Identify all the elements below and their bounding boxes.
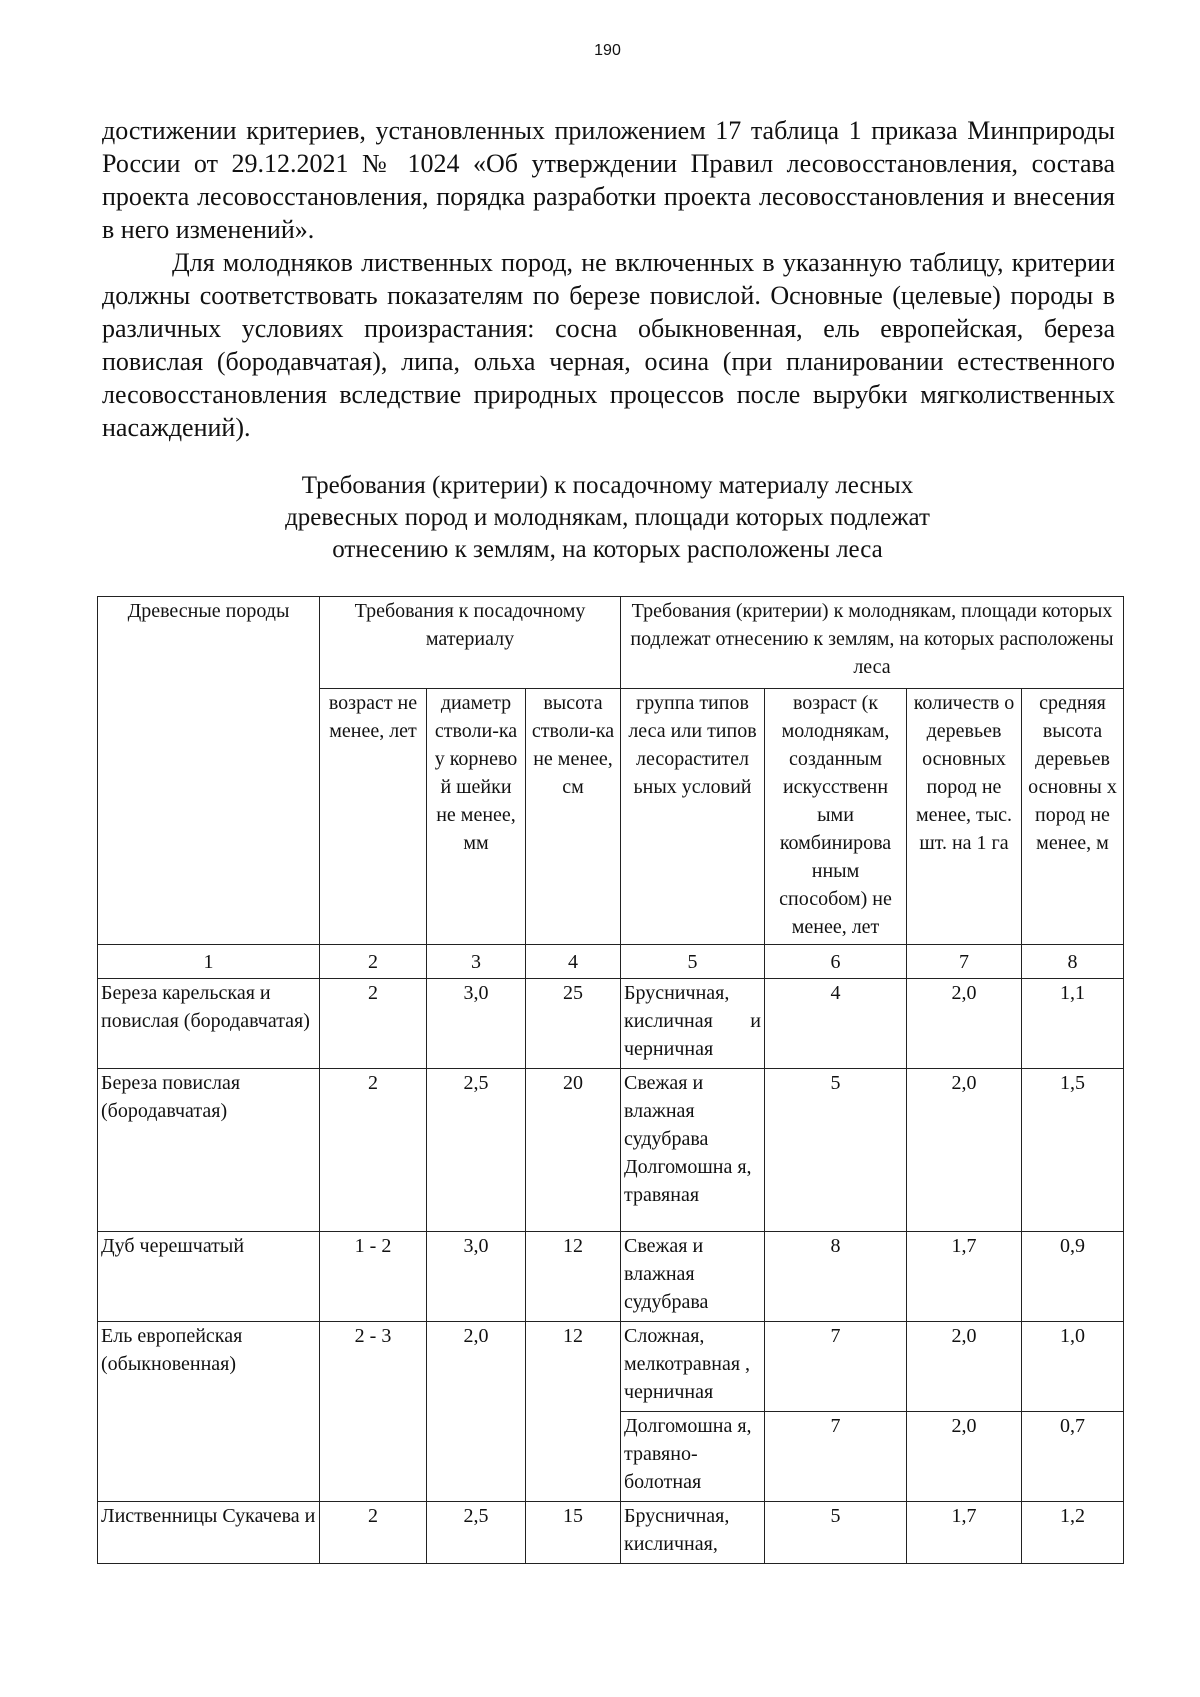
- forest-type-cell: Сложная, мелкотравная , черничная: [621, 1322, 765, 1412]
- tree-count-cell: 1,7: [907, 1502, 1022, 1564]
- requirements-table: [97, 596, 1124, 1564]
- column-number: 4: [526, 945, 621, 979]
- forest-type-cell: Свежая и влажная судубрава: [621, 1232, 765, 1322]
- column-number: 3: [427, 945, 526, 979]
- header-avg-height: средняя высота деревьев основны х пород не менее, м: [1022, 689, 1124, 945]
- tree-count-cell: 2,0: [907, 1322, 1022, 1412]
- height-cell: 12: [526, 1322, 621, 1502]
- forest-type-cell: Брусничная, кисличная и черничная: [621, 979, 765, 1069]
- column-number: 7: [907, 945, 1022, 979]
- age-cell: 2 - 3: [320, 1322, 427, 1502]
- avg-height-cell: 1,0: [1022, 1322, 1124, 1412]
- age-cell: 2: [320, 1502, 427, 1564]
- tree-count-cell: 2,0: [907, 1412, 1022, 1502]
- avg-height-cell: 1,2: [1022, 1502, 1124, 1564]
- tree-count-cell: 2,0: [907, 1069, 1022, 1232]
- forest-type-cell: Брусничная, кисличная,: [621, 1502, 765, 1564]
- header-stem-diameter: диаметр стволи-ка у корнево й шейки не менее, мм: [427, 689, 526, 945]
- height-cell: 12: [526, 1232, 621, 1322]
- height-cell: 25: [526, 979, 621, 1069]
- tree-count-cell: 2,0: [907, 979, 1022, 1069]
- table-row: [98, 1069, 1124, 1232]
- column-number: 1: [98, 945, 320, 979]
- species-cell: Ель европейская (обыкновенная): [98, 1322, 320, 1502]
- header-young-stands: Требования (критерии) к молоднякам, площади которых подлежат отнесению к землям, на которых расположены леса: [621, 597, 1124, 689]
- column-number: 6: [765, 945, 907, 979]
- diameter-cell: 2,5: [427, 1069, 526, 1232]
- header-stem-height: высота стволи-ка не менее, см: [526, 689, 621, 945]
- paragraph: достижении критериев, установленных приложением 17 таблица 1 приказа Минприроды России от 29.12.2021 № 1024 «Об утверждении Правил лесовосстановления, состава проекта лесовосстановления, порядка разработки проекта лесовосстановления и внесения в него изменений».: [102, 116, 1115, 244]
- species-cell: Береза повислая (бородавчатая): [98, 1069, 320, 1232]
- height-cell: 20: [526, 1069, 621, 1232]
- young-age-cell: 5: [765, 1502, 907, 1564]
- table-row: [98, 979, 1124, 1069]
- species-cell: Дуб черешчатый: [98, 1232, 320, 1322]
- column-number: 8: [1022, 945, 1124, 979]
- age-cell: 2: [320, 1069, 427, 1232]
- header-species: Древесные породы: [98, 597, 320, 945]
- young-age-cell: 5: [765, 1069, 907, 1232]
- young-age-cell: 4: [765, 979, 907, 1069]
- header-age: возраст не менее, лет: [320, 689, 427, 945]
- header-young-age: возраст (к молоднякам, созданным искусственн ыми комбинирова нным способом) не менее, лет: [765, 689, 907, 945]
- table-row: [98, 1322, 1124, 1412]
- column-number-row: [98, 945, 1124, 979]
- paragraph: Для молодняков лиственных пород, не включенных в указанную таблицу, критерии должны соответствовать показателям по березе повислой. Основные (целевые) породы в различных условиях произрастания: сосна обыкновенная, ель европейская, береза повислая (бородавчатая), липа, ольха черная, осина (при планировании естественного лесовосстановления вследствие природных процессов после вырубки мягколиственных насаждений).: [102, 248, 1115, 442]
- forest-type-cell: Долгомошна я, травяно-болотная: [621, 1412, 765, 1502]
- table-title-line: Требования (критерии) к посадочному материалу лесных: [301, 472, 914, 499]
- species-cell: Лиственницы Сукачева и: [98, 1502, 320, 1564]
- diameter-cell: 3,0: [427, 979, 526, 1069]
- height-cell: 15: [526, 1502, 621, 1564]
- age-cell: 1 - 2: [320, 1232, 427, 1322]
- header-planting-material: Требования к посадочному материалу: [320, 597, 621, 689]
- page-number: 190: [594, 42, 621, 59]
- diameter-cell: 2,5: [427, 1502, 526, 1564]
- column-number: 5: [621, 945, 765, 979]
- body-text: [102, 114, 1115, 444]
- young-age-cell: 8: [765, 1232, 907, 1322]
- table-row: [98, 1502, 1124, 1564]
- species-cell: Береза карельская и повислая (бородавчатая): [98, 979, 320, 1069]
- age-cell: 2: [320, 979, 427, 1069]
- table-title: [0, 470, 1200, 566]
- table-title-line: отнесению к землям, на которых расположены леса: [332, 536, 883, 563]
- avg-height-cell: 1,5: [1022, 1069, 1124, 1232]
- young-age-cell: 7: [765, 1322, 907, 1412]
- diameter-cell: 3,0: [427, 1232, 526, 1322]
- tree-count-cell: 1,7: [907, 1232, 1022, 1322]
- header-tree-count: количеств о деревьев основных пород не менее, тыс. шт. на 1 га: [907, 689, 1022, 945]
- table-title-line: древесных пород и молоднякам, площади которых подлежат: [285, 504, 930, 531]
- avg-height-cell: 0,9: [1022, 1232, 1124, 1322]
- diameter-cell: 2,0: [427, 1322, 526, 1502]
- avg-height-cell: 0,7: [1022, 1412, 1124, 1502]
- young-age-cell: 7: [765, 1412, 907, 1502]
- header-forest-type: группа типов леса или типов лесорастител ьных условий: [621, 689, 765, 945]
- column-number: 2: [320, 945, 427, 979]
- forest-type-cell: Свежая и влажная судубрава Долгомошна я, травяная: [621, 1069, 765, 1232]
- table-row: [98, 1232, 1124, 1322]
- avg-height-cell: 1,1: [1022, 979, 1124, 1069]
